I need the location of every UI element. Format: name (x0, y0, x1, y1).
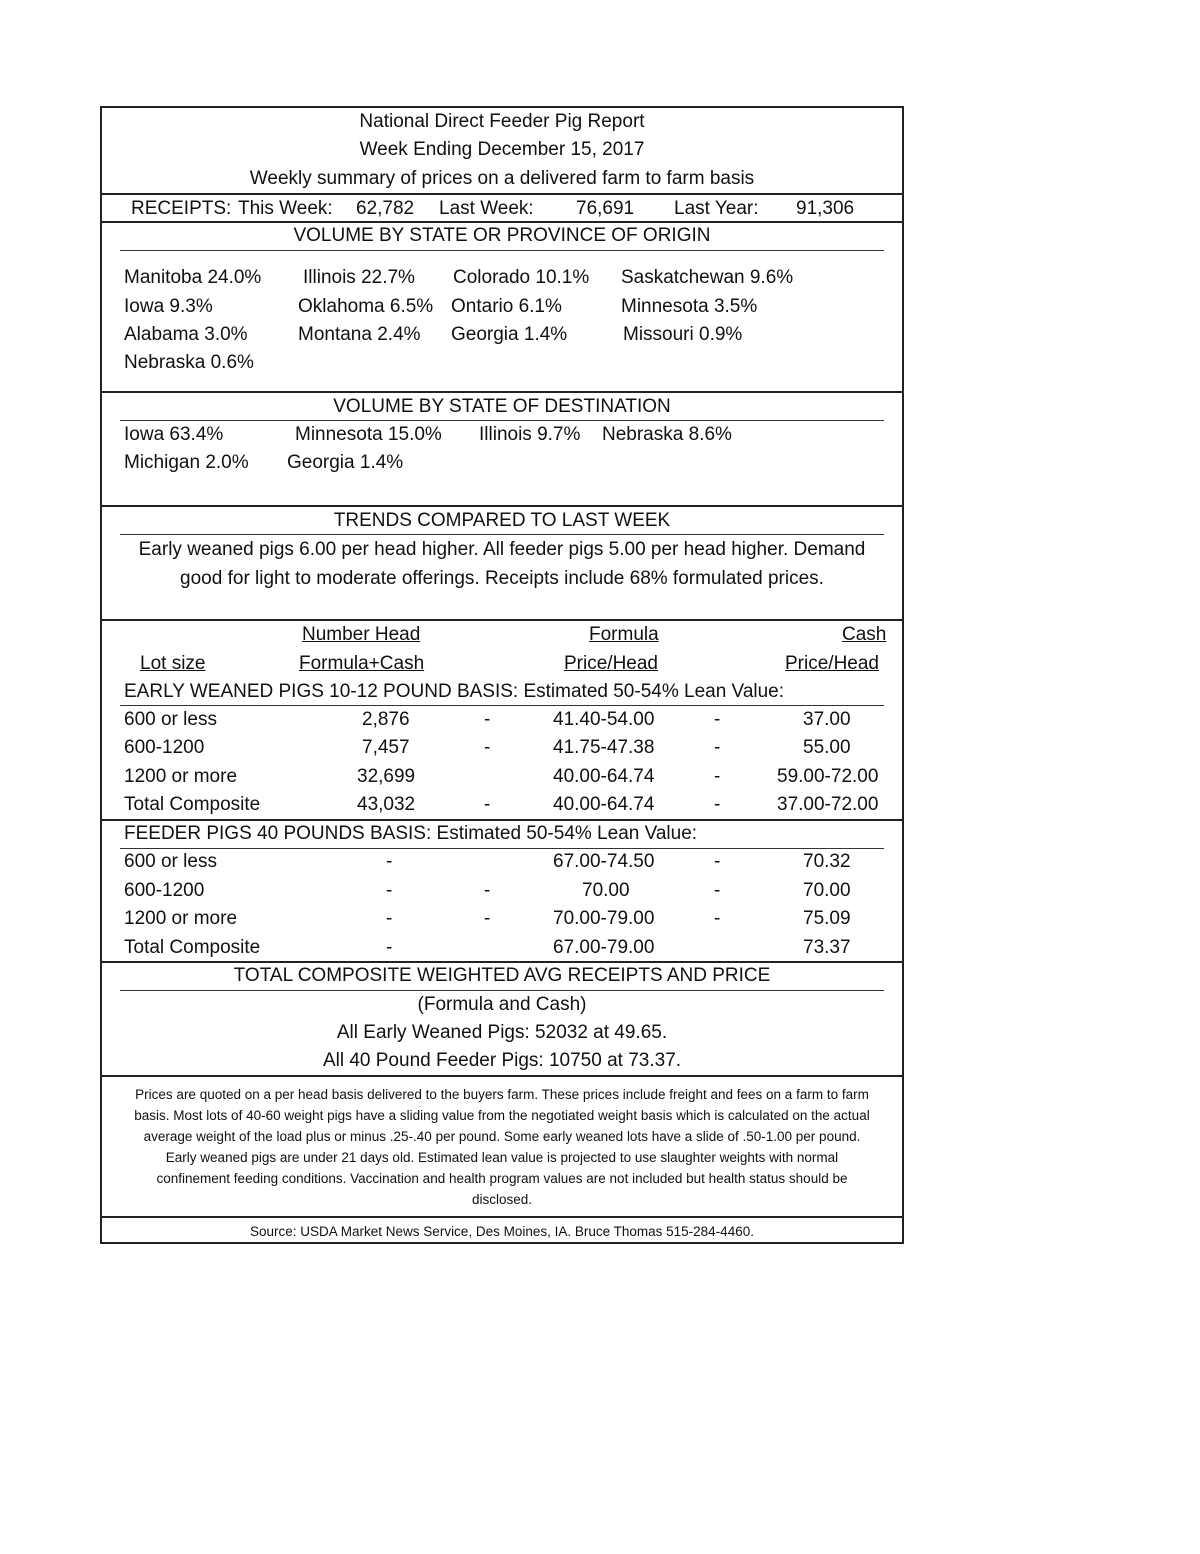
trends-line-2: good for light to moderate offerings. Receipts include 68% formulated prices. (180, 568, 824, 589)
note-line: average weight of the load plus or minus .25-.40 per pound. Some early weaned lots have a slide of .50-1.00 per pound. (143, 1129, 861, 1144)
underline-rule (120, 848, 884, 849)
cash-price-cell: 70.32 (803, 851, 851, 872)
underline-rule (120, 420, 884, 421)
composite-heading: TOTAL COMPOSITE WEIGHTED AVG RECEIPTS AND PRICE (233, 965, 771, 986)
lot-size-cell: 600-1200 (124, 880, 205, 901)
list-item: Iowa 63.4% (124, 424, 224, 445)
number-head-cell: - (386, 880, 393, 901)
dash-cell: - (714, 908, 721, 929)
underline-rule (120, 705, 884, 706)
divider (102, 1075, 902, 1077)
cash-price-cell: 59.00-72.00 (777, 766, 879, 787)
number-head-cell: 2,876 (362, 709, 410, 730)
col-formula: Formula (589, 624, 659, 645)
composite-early: All Early Weaned Pigs: 52032 at 49.65. (336, 1022, 668, 1043)
cash-price-cell: 73.37 (803, 937, 851, 958)
col-number-head-sub: Formula+Cash (299, 653, 425, 674)
source-line: Source: USDA Market News Service, Des Moines, IA. Bruce Thomas 515-284-4460. (250, 1224, 754, 1239)
number-head-cell: - (386, 851, 393, 872)
list-item: Illinois 22.7% (303, 267, 415, 288)
col-lot-size: Lot size (140, 653, 206, 674)
dash-cell: - (714, 794, 721, 815)
note-line: Early weaned pigs are under 21 days old. Estimated lean value is projected to use slaughter weights with normal (165, 1150, 839, 1165)
divider (102, 1216, 902, 1218)
list-item: Alabama 3.0% (124, 324, 248, 345)
list-item: Nebraska 8.6% (602, 424, 732, 445)
formula-price-cell: 41.75-47.38 (553, 737, 655, 758)
receipts-label: RECEIPTS: (131, 198, 232, 219)
report-subtitle: Weekly summary of prices on a delivered farm to farm basis (249, 168, 755, 189)
cash-price-cell: 37.00 (803, 709, 851, 730)
last-year-label: Last Year: (674, 198, 759, 219)
lot-size-cell: 600 or less (124, 851, 217, 872)
dash-cell: - (484, 737, 491, 758)
underline-rule (120, 990, 884, 991)
underline-rule (120, 250, 884, 251)
report-week: Week Ending December 15, 2017 (359, 139, 645, 160)
section-title: EARLY WEANED PIGS 10-12 POUND BASIS: Estimated 50-54% Lean Value: (124, 681, 785, 702)
dash-cell: - (484, 794, 491, 815)
divider (102, 193, 902, 195)
list-item: Iowa 9.3% (124, 296, 213, 317)
list-item: Missouri 0.9% (623, 324, 743, 345)
dash-cell: - (484, 880, 491, 901)
formula-price-cell: 41.40-54.00 (553, 709, 655, 730)
formula-price-cell: 67.00-74.50 (553, 851, 655, 872)
col-cash-sub: Price/Head (785, 653, 879, 674)
note-line: basis. Most lots of 40-60 weight pigs have a sliding value from the negotiated weight basis which is calculated on the actual (134, 1108, 870, 1123)
composite-feeder: All 40 Pound Feeder Pigs: 10750 at 73.37. (322, 1050, 682, 1071)
list-item: Manitoba 24.0% (124, 267, 262, 288)
lot-size-cell: 1200 or more (124, 908, 238, 929)
cash-price-cell: 70.00 (803, 880, 851, 901)
divider (102, 619, 902, 621)
list-item: Ontario 6.1% (451, 296, 562, 317)
list-item: Nebraska 0.6% (124, 352, 254, 373)
report-title: National Direct Feeder Pig Report (359, 111, 645, 132)
list-item: Minnesota 3.5% (621, 296, 758, 317)
dash-cell: - (484, 908, 491, 929)
col-formula-sub: Price/Head (564, 653, 658, 674)
lot-size-cell: 600-1200 (124, 737, 205, 758)
formula-price-cell: 40.00-64.74 (553, 794, 655, 815)
dash-cell: - (714, 709, 721, 730)
underline-rule (120, 534, 884, 535)
formula-price-cell: 67.00-79.00 (553, 937, 655, 958)
last-week-value: 76,691 (576, 198, 635, 219)
cash-price-cell: 75.09 (803, 908, 851, 929)
list-item: Georgia 1.4% (451, 324, 568, 345)
number-head-cell: 7,457 (362, 737, 410, 758)
divider (102, 505, 902, 507)
this-week-value: 62,782 (356, 198, 415, 219)
note-line: confinement feeding conditions. Vaccination and health program values are not included but health status should be (156, 1171, 848, 1186)
formula-price-cell: 70.00-79.00 (553, 908, 655, 929)
dash-cell: - (484, 709, 491, 730)
list-item: Michigan 2.0% (124, 452, 249, 473)
lot-size-cell: Total Composite (124, 794, 261, 815)
list-item: Oklahoma 6.5% (298, 296, 434, 317)
dash-cell: - (714, 880, 721, 901)
col-number-head: Number Head (302, 624, 421, 645)
number-head-cell: - (386, 937, 393, 958)
note-line: disclosed. (471, 1192, 533, 1207)
divider (102, 221, 902, 223)
composite-sub: (Formula and Cash) (417, 994, 587, 1015)
dash-cell: - (714, 851, 721, 872)
formula-price-cell: 70.00 (582, 880, 630, 901)
last-week-label: Last Week: (439, 198, 534, 219)
origin-heading: VOLUME BY STATE OR PROVINCE OF ORIGIN (293, 225, 711, 246)
formula-price-cell: 40.00-64.74 (553, 766, 655, 787)
cash-price-cell: 37.00-72.00 (777, 794, 879, 815)
list-item: Montana 2.4% (298, 324, 421, 345)
note-line: Prices are quoted on a per head basis delivered to the buyers farm. These prices include freight and fees on a farm to farm (135, 1087, 869, 1102)
list-item: Colorado 10.1% (453, 267, 590, 288)
divider (102, 391, 902, 393)
lot-size-cell: 600 or less (124, 709, 217, 730)
section-title: FEEDER PIGS 40 POUNDS BASIS: Estimated 50-54% Lean Value: (124, 823, 698, 844)
trends-heading: TRENDS COMPARED TO LAST WEEK (333, 510, 671, 531)
divider (102, 961, 902, 963)
dash-cell: - (714, 737, 721, 758)
list-item: Saskatchewan 9.6% (621, 267, 794, 288)
list-item: Minnesota 15.0% (295, 424, 442, 445)
number-head-cell: - (386, 908, 393, 929)
lot-size-cell: Total Composite (124, 937, 261, 958)
last-year-value: 91,306 (796, 198, 855, 219)
this-week-label: This Week: (238, 198, 333, 219)
col-cash: Cash (842, 624, 887, 645)
divider (102, 819, 902, 821)
destination-heading: VOLUME BY STATE OF DESTINATION (333, 396, 671, 417)
feeder-pig-report (100, 106, 904, 1244)
list-item: Illinois 9.7% (479, 424, 581, 445)
trends-line-1: Early weaned pigs 6.00 per head higher. All feeder pigs 5.00 per head higher. Demand (138, 539, 866, 560)
lot-size-cell: 1200 or more (124, 766, 238, 787)
dash-cell: - (714, 766, 721, 787)
number-head-cell: 43,032 (357, 794, 416, 815)
list-item: Georgia 1.4% (287, 452, 404, 473)
cash-price-cell: 55.00 (803, 737, 851, 758)
number-head-cell: 32,699 (357, 766, 416, 787)
